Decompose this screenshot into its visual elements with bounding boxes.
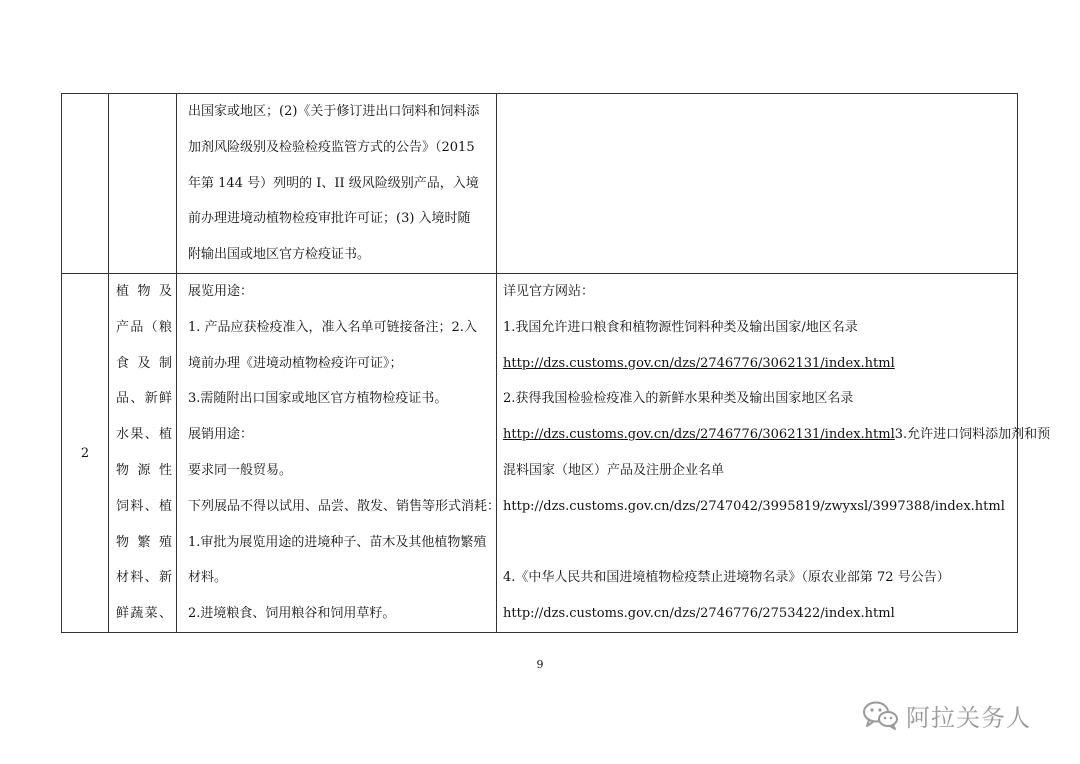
table-cell-category [109,94,177,274]
text-line: 附输出国或地区官方检疫证书。 [188,247,371,263]
table-cell-remarks [497,274,1051,633]
category-line: 材料、新 [116,570,172,586]
text-line: 1. 产品应获检疫准入，准入名单可链接备注；2.入 [188,319,477,335]
text-line: 1.我国允许进口粮食和植物源性饲料种类及输出国家/地区名录 [503,319,858,335]
wechat-icon [862,700,900,730]
category-line: 植 物 及 [116,284,172,299]
prohibited-items-list-url: http://dzs.customs.gov.cn/dzs/2746776/2753422/index.html [503,606,895,622]
category-line: 鲜蔬菜、 [116,606,172,622]
table-cell-requirements [177,94,497,274]
table-cell-category [109,274,177,633]
text-line: 3.需随附出口国家或地区官方植物检疫证书。 [188,391,448,407]
text-line: 2.进境粮食、饲用粮谷和饲用草籽。 [188,606,396,622]
watermark [862,698,1031,732]
fresh-fruit-list-link[interactable]: http://dzs.customs.gov.cn/dzs/2746776/3062131/index.html [503,427,895,443]
category-line: 物 繁 殖 [116,534,172,550]
text-line: 1.审批为展览用途的进境种子、苗木及其他植物繁殖 [188,534,487,550]
text-line: 展销用途： [188,427,254,443]
text-line: 境前办理《进境动植物检疫许可证》； [188,355,403,371]
row-number: 2 [62,274,109,633]
text-line: 展览用途： [188,284,254,299]
table-cell-remarks [497,94,1018,274]
category-line: 物 源 性 [116,462,172,478]
text-line: 2.获得我国检验检疫准入的新鲜水果种类及输出国家地区名录 [503,391,854,407]
table-row [62,274,1018,633]
table-row [62,94,1018,274]
text-line: 混料国家（地区）产品及注册企业名单 [503,462,725,478]
watermark-text: 阿拉关务人 [906,703,1031,732]
category-line: 产品（粮 [116,319,172,335]
blank-line [503,525,1013,561]
text-line: 4.《中华人民共和国进境植物检疫禁止进境物名录》（原农业部第 72 号公告） [503,570,950,586]
text-line: 要求同一般贸易。 [188,462,293,478]
text-line: 详见官方网站： [503,284,595,299]
text-line: 材料。 [188,570,228,586]
grain-feed-list-link[interactable]: http://dzs.customs.gov.cn/dzs/2746776/3062131/index.html [503,355,895,371]
table-cell-requirements [177,274,501,633]
page-number: 9 [536,658,544,671]
text-line: 出国家或地区；(2)《关于修订进出口饲料和饲料添 [188,104,480,119]
feed-additive-list-url: http://dzs.customs.gov.cn/dzs/2747042/3995819/zwyxsl/3997388/index.html [503,498,1005,514]
text-line: 年第 144 号）列明的 I、II 级风险级别产品，入境 [188,175,479,191]
text-fragment: 3.允许进口饲料添加剂和预 [894,427,1051,443]
category-line: 品、新鲜 [116,391,172,407]
table-cell-number [62,94,109,274]
quarantine-requirements-table [61,93,1051,633]
text-line: 下列展品不得以试用、品尝、散发、销售等形式消耗： [188,498,501,514]
text-line: 前办理进境动植物检疫审批许可证；(3) 入境时随 [188,211,471,227]
category-line: 水果、植 [116,427,172,443]
text-line: 加剂风险级别及检验检疫监管方式的公告》（2015 [188,139,475,155]
category-line: 食 及 制 [116,355,172,371]
category-line: 饲料、植 [116,498,172,514]
